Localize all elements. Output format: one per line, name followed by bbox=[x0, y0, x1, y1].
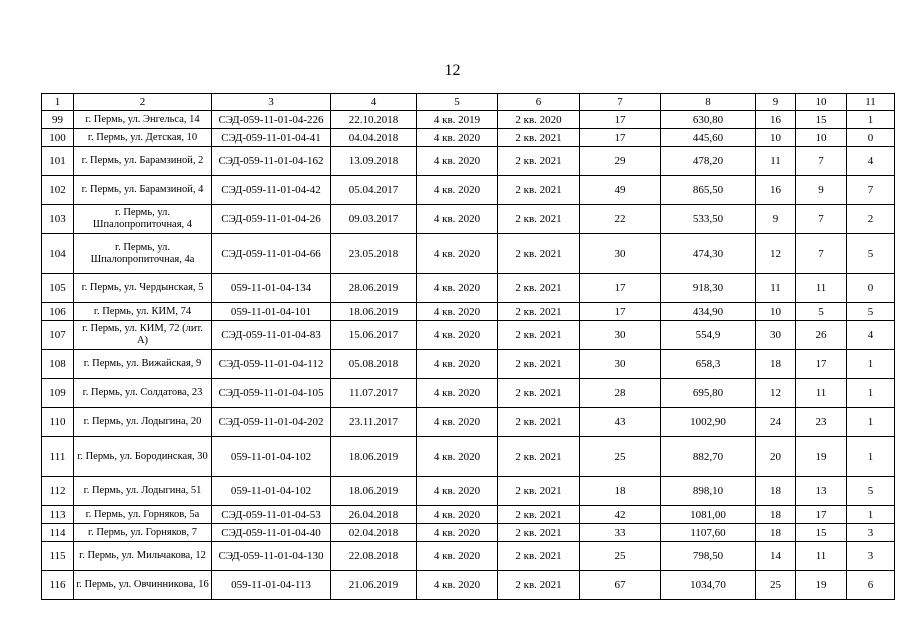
document-number-cell: 059-11-01-04-134 bbox=[212, 274, 331, 303]
table-row bbox=[42, 176, 895, 205]
column-header: 1 bbox=[42, 94, 74, 111]
table-row bbox=[42, 111, 895, 129]
row-number-cell: 108 bbox=[42, 350, 74, 379]
row-number-cell: 111 bbox=[42, 437, 74, 477]
document-number-cell: СЭД-059-11-01-04-41 bbox=[212, 129, 331, 147]
column-header: 9 bbox=[756, 94, 796, 111]
col9-cell: 24 bbox=[756, 408, 796, 437]
col9-cell: 30 bbox=[756, 321, 796, 350]
quarter-start-cell: 4 кв. 2020 bbox=[417, 542, 498, 571]
quarter-start-cell: 4 кв. 2020 bbox=[417, 129, 498, 147]
quarter-start-cell: 4 кв. 2020 bbox=[417, 274, 498, 303]
col10-cell: 11 bbox=[796, 274, 847, 303]
document-number-cell: СЭД-059-11-01-04-53 bbox=[212, 506, 331, 524]
col7-cell: 22 bbox=[580, 205, 661, 234]
quarter-start-cell: 4 кв. 2020 bbox=[417, 234, 498, 274]
col11-cell: 1 bbox=[847, 111, 895, 129]
address-cell: г. Пермь, ул. Чердынская, 5 bbox=[74, 274, 212, 303]
quarter-end-cell: 2 кв. 2021 bbox=[498, 477, 580, 506]
col10-cell: 7 bbox=[796, 205, 847, 234]
row-number-cell: 100 bbox=[42, 129, 74, 147]
document-date-cell: 28.06.2019 bbox=[331, 274, 417, 303]
quarter-end-cell: 2 кв. 2021 bbox=[498, 205, 580, 234]
area-cell: 474,30 bbox=[661, 234, 756, 274]
col10-cell: 11 bbox=[796, 379, 847, 408]
table-row bbox=[42, 437, 895, 477]
area-cell: 478,20 bbox=[661, 147, 756, 176]
table-row bbox=[42, 129, 895, 147]
address-cell: г. Пермь, ул. Шпалопропиточная, 4 bbox=[74, 205, 212, 234]
col7-cell: 18 bbox=[580, 477, 661, 506]
quarter-end-cell: 2 кв. 2021 bbox=[498, 176, 580, 205]
document-date-cell: 05.08.2018 bbox=[331, 350, 417, 379]
column-header: 8 bbox=[661, 94, 756, 111]
col11-cell: 5 bbox=[847, 303, 895, 321]
col11-cell: 2 bbox=[847, 205, 895, 234]
quarter-start-cell: 4 кв. 2020 bbox=[417, 205, 498, 234]
address-cell: г. Пермь, ул. Энгельса, 14 bbox=[74, 111, 212, 129]
col7-cell: 30 bbox=[580, 321, 661, 350]
col9-cell: 12 bbox=[756, 234, 796, 274]
document-number-cell: СЭД-059-11-01-04-42 bbox=[212, 176, 331, 205]
col10-cell: 10 bbox=[796, 129, 847, 147]
col10-cell: 17 bbox=[796, 506, 847, 524]
quarter-end-cell: 2 кв. 2021 bbox=[498, 571, 580, 600]
table-row bbox=[42, 379, 895, 408]
area-cell: 798,50 bbox=[661, 542, 756, 571]
col10-cell: 23 bbox=[796, 408, 847, 437]
quarter-start-cell: 4 кв. 2020 bbox=[417, 437, 498, 477]
document-date-cell: 15.06.2017 bbox=[331, 321, 417, 350]
col11-cell: 0 bbox=[847, 129, 895, 147]
address-cell: г. Пермь, ул. Барамзиной, 2 bbox=[74, 147, 212, 176]
address-cell: г. Пермь, ул. Овчинникова, 16 bbox=[74, 571, 212, 600]
table-row bbox=[42, 524, 895, 542]
table-row bbox=[42, 408, 895, 437]
quarter-end-cell: 2 кв. 2021 bbox=[498, 506, 580, 524]
table-row bbox=[42, 571, 895, 600]
document-number-cell: 059-11-01-04-113 bbox=[212, 571, 331, 600]
col10-cell: 7 bbox=[796, 234, 847, 274]
col11-cell: 4 bbox=[847, 147, 895, 176]
row-number-cell: 102 bbox=[42, 176, 74, 205]
col10-cell: 19 bbox=[796, 571, 847, 600]
quarter-end-cell: 2 кв. 2021 bbox=[498, 147, 580, 176]
col10-cell: 15 bbox=[796, 524, 847, 542]
col7-cell: 43 bbox=[580, 408, 661, 437]
address-cell: г. Пермь, ул. Горняков, 7 bbox=[74, 524, 212, 542]
col9-cell: 16 bbox=[756, 111, 796, 129]
quarter-end-cell: 2 кв. 2021 bbox=[498, 129, 580, 147]
col11-cell: 3 bbox=[847, 524, 895, 542]
table-body bbox=[42, 111, 895, 600]
col10-cell: 26 bbox=[796, 321, 847, 350]
document-number-cell: 059-11-01-04-102 bbox=[212, 477, 331, 506]
document-date-cell: 04.04.2018 bbox=[331, 129, 417, 147]
col9-cell: 18 bbox=[756, 350, 796, 379]
document-date-cell: 23.05.2018 bbox=[331, 234, 417, 274]
col9-cell: 16 bbox=[756, 176, 796, 205]
col9-cell: 25 bbox=[756, 571, 796, 600]
document-number-cell: СЭД-059-11-01-04-130 bbox=[212, 542, 331, 571]
col7-cell: 30 bbox=[580, 234, 661, 274]
quarter-end-cell: 2 кв. 2021 bbox=[498, 350, 580, 379]
col11-cell: 4 bbox=[847, 321, 895, 350]
col10-cell: 19 bbox=[796, 437, 847, 477]
address-cell: г. Пермь, ул. Лодыгина, 20 bbox=[74, 408, 212, 437]
row-number-cell: 107 bbox=[42, 321, 74, 350]
address-cell: г. Пермь, ул. Вижайская, 9 bbox=[74, 350, 212, 379]
col9-cell: 14 bbox=[756, 542, 796, 571]
address-cell: г. Пермь, ул. Бородинская, 30 bbox=[74, 437, 212, 477]
address-cell: г. Пермь, ул. Шпалопропиточная, 4а bbox=[74, 234, 212, 274]
document-number-cell: СЭД-059-11-01-04-226 bbox=[212, 111, 331, 129]
row-number-cell: 109 bbox=[42, 379, 74, 408]
header-row bbox=[42, 94, 895, 111]
col7-cell: 28 bbox=[580, 379, 661, 408]
row-number-cell: 104 bbox=[42, 234, 74, 274]
row-number-cell: 105 bbox=[42, 274, 74, 303]
document-number-cell: СЭД-059-11-01-04-40 bbox=[212, 524, 331, 542]
quarter-start-cell: 4 кв. 2020 bbox=[417, 379, 498, 408]
area-cell: 695,80 bbox=[661, 379, 756, 408]
table-row bbox=[42, 234, 895, 274]
col11-cell: 1 bbox=[847, 350, 895, 379]
quarter-end-cell: 2 кв. 2021 bbox=[498, 524, 580, 542]
col10-cell: 17 bbox=[796, 350, 847, 379]
document-date-cell: 11.07.2017 bbox=[331, 379, 417, 408]
document-date-cell: 18.06.2019 bbox=[331, 477, 417, 506]
column-header: 11 bbox=[847, 94, 895, 111]
col11-cell: 3 bbox=[847, 542, 895, 571]
row-number-cell: 103 bbox=[42, 205, 74, 234]
area-cell: 1002,90 bbox=[661, 408, 756, 437]
area-cell: 898,10 bbox=[661, 477, 756, 506]
quarter-end-cell: 2 кв. 2021 bbox=[498, 379, 580, 408]
quarter-start-cell: 4 кв. 2020 bbox=[417, 477, 498, 506]
address-cell: г. Пермь, ул. Горняков, 5а bbox=[74, 506, 212, 524]
address-cell: г. Пермь, ул. КИМ, 72 (лит. А) bbox=[74, 321, 212, 350]
document-number-cell: 059-11-01-04-101 bbox=[212, 303, 331, 321]
col11-cell: 1 bbox=[847, 437, 895, 477]
address-cell: г. Пермь, ул. КИМ, 74 bbox=[74, 303, 212, 321]
col7-cell: 42 bbox=[580, 506, 661, 524]
col7-cell: 17 bbox=[580, 111, 661, 129]
address-cell: г. Пермь, ул. Лодыгина, 51 bbox=[74, 477, 212, 506]
col9-cell: 18 bbox=[756, 524, 796, 542]
document-number-cell: СЭД-059-11-01-04-83 bbox=[212, 321, 331, 350]
row-number-cell: 99 bbox=[42, 111, 74, 129]
col9-cell: 10 bbox=[756, 129, 796, 147]
col11-cell: 5 bbox=[847, 477, 895, 506]
quarter-start-cell: 4 кв. 2020 bbox=[417, 408, 498, 437]
col10-cell: 15 bbox=[796, 111, 847, 129]
area-cell: 1081,00 bbox=[661, 506, 756, 524]
table-row bbox=[42, 506, 895, 524]
quarter-end-cell: 2 кв. 2021 bbox=[498, 321, 580, 350]
document-date-cell: 23.11.2017 bbox=[331, 408, 417, 437]
quarter-end-cell: 2 кв. 2021 bbox=[498, 437, 580, 477]
col9-cell: 11 bbox=[756, 147, 796, 176]
area-cell: 658,3 bbox=[661, 350, 756, 379]
col7-cell: 29 bbox=[580, 147, 661, 176]
col11-cell: 7 bbox=[847, 176, 895, 205]
column-header: 10 bbox=[796, 94, 847, 111]
page-number: 12 bbox=[444, 62, 461, 79]
area-cell: 445,60 bbox=[661, 129, 756, 147]
quarter-start-cell: 4 кв. 2020 bbox=[417, 524, 498, 542]
column-header: 6 bbox=[498, 94, 580, 111]
col11-cell: 6 bbox=[847, 571, 895, 600]
document-date-cell: 18.06.2019 bbox=[331, 303, 417, 321]
column-header: 7 bbox=[580, 94, 661, 111]
row-number-cell: 101 bbox=[42, 147, 74, 176]
quarter-start-cell: 4 кв. 2020 bbox=[417, 176, 498, 205]
column-header: 2 bbox=[74, 94, 212, 111]
column-header: 5 bbox=[417, 94, 498, 111]
quarter-end-cell: 2 кв. 2021 bbox=[498, 542, 580, 571]
col10-cell: 13 bbox=[796, 477, 847, 506]
area-cell: 554,9 bbox=[661, 321, 756, 350]
col10-cell: 5 bbox=[796, 303, 847, 321]
area-cell: 1034,70 bbox=[661, 571, 756, 600]
col9-cell: 12 bbox=[756, 379, 796, 408]
col9-cell: 18 bbox=[756, 477, 796, 506]
col7-cell: 33 bbox=[580, 524, 661, 542]
quarter-start-cell: 4 кв. 2020 bbox=[417, 571, 498, 600]
table-row bbox=[42, 147, 895, 176]
col9-cell: 11 bbox=[756, 274, 796, 303]
address-cell: г. Пермь, ул. Детская, 10 bbox=[74, 129, 212, 147]
col11-cell: 1 bbox=[847, 506, 895, 524]
table-row bbox=[42, 303, 895, 321]
document-number-cell: СЭД-059-11-01-04-26 bbox=[212, 205, 331, 234]
document-number-cell: СЭД-059-11-01-04-105 bbox=[212, 379, 331, 408]
col9-cell: 20 bbox=[756, 437, 796, 477]
col9-cell: 10 bbox=[756, 303, 796, 321]
document-date-cell: 09.03.2017 bbox=[331, 205, 417, 234]
document-date-cell: 26.04.2018 bbox=[331, 506, 417, 524]
quarter-start-cell: 4 кв. 2020 bbox=[417, 303, 498, 321]
col7-cell: 67 bbox=[580, 571, 661, 600]
area-cell: 630,80 bbox=[661, 111, 756, 129]
row-number-cell: 106 bbox=[42, 303, 74, 321]
area-cell: 1107,60 bbox=[661, 524, 756, 542]
col11-cell: 1 bbox=[847, 408, 895, 437]
column-header: 3 bbox=[212, 94, 331, 111]
row-number-cell: 116 bbox=[42, 571, 74, 600]
address-cell: г. Пермь, ул. Барамзиной, 4 bbox=[74, 176, 212, 205]
col9-cell: 18 bbox=[756, 506, 796, 524]
col9-cell: 9 bbox=[756, 205, 796, 234]
quarter-start-cell: 4 кв. 2020 bbox=[417, 147, 498, 176]
column-header: 4 bbox=[331, 94, 417, 111]
table-row bbox=[42, 321, 895, 350]
table-row bbox=[42, 274, 895, 303]
quarter-start-cell: 4 кв. 2019 bbox=[417, 111, 498, 129]
quarter-end-cell: 2 кв. 2020 bbox=[498, 111, 580, 129]
quarter-end-cell: 2 кв. 2021 bbox=[498, 408, 580, 437]
col7-cell: 30 bbox=[580, 350, 661, 379]
row-number-cell: 113 bbox=[42, 506, 74, 524]
document-number-cell: СЭД-059-11-01-04-162 bbox=[212, 147, 331, 176]
document-date-cell: 02.04.2018 bbox=[331, 524, 417, 542]
document-date-cell: 18.06.2019 bbox=[331, 437, 417, 477]
table-row bbox=[42, 205, 895, 234]
col7-cell: 17 bbox=[580, 274, 661, 303]
row-number-cell: 110 bbox=[42, 408, 74, 437]
document-date-cell: 21.06.2019 bbox=[331, 571, 417, 600]
housing-registry-table bbox=[41, 93, 895, 600]
quarter-start-cell: 4 кв. 2020 bbox=[417, 321, 498, 350]
col11-cell: 1 bbox=[847, 379, 895, 408]
area-cell: 434,90 bbox=[661, 303, 756, 321]
col7-cell: 25 bbox=[580, 437, 661, 477]
document-date-cell: 22.08.2018 bbox=[331, 542, 417, 571]
document-number-cell: СЭД-059-11-01-04-66 bbox=[212, 234, 331, 274]
col11-cell: 0 bbox=[847, 274, 895, 303]
document-date-cell: 13.09.2018 bbox=[331, 147, 417, 176]
address-cell: г. Пермь, ул. Солдатова, 23 bbox=[74, 379, 212, 408]
col7-cell: 17 bbox=[580, 303, 661, 321]
col11-cell: 5 bbox=[847, 234, 895, 274]
col7-cell: 49 bbox=[580, 176, 661, 205]
quarter-start-cell: 4 кв. 2020 bbox=[417, 350, 498, 379]
document-number-cell: 059-11-01-04-102 bbox=[212, 437, 331, 477]
area-cell: 533,50 bbox=[661, 205, 756, 234]
document-date-cell: 05.04.2017 bbox=[331, 176, 417, 205]
quarter-end-cell: 2 кв. 2021 bbox=[498, 274, 580, 303]
col10-cell: 9 bbox=[796, 176, 847, 205]
table-row bbox=[42, 542, 895, 571]
document-number-cell: СЭД-059-11-01-04-112 bbox=[212, 350, 331, 379]
table-row bbox=[42, 477, 895, 506]
area-cell: 918,30 bbox=[661, 274, 756, 303]
col10-cell: 11 bbox=[796, 542, 847, 571]
area-cell: 882,70 bbox=[661, 437, 756, 477]
row-number-cell: 114 bbox=[42, 524, 74, 542]
row-number-cell: 112 bbox=[42, 477, 74, 506]
table-row bbox=[42, 350, 895, 379]
document-date-cell: 22.10.2018 bbox=[331, 111, 417, 129]
quarter-end-cell: 2 кв. 2021 bbox=[498, 234, 580, 274]
col7-cell: 25 bbox=[580, 542, 661, 571]
row-number-cell: 115 bbox=[42, 542, 74, 571]
col10-cell: 7 bbox=[796, 147, 847, 176]
quarter-end-cell: 2 кв. 2021 bbox=[498, 303, 580, 321]
area-cell: 865,50 bbox=[661, 176, 756, 205]
address-cell: г. Пермь, ул. Мильчакова, 12 bbox=[74, 542, 212, 571]
document-number-cell: СЭД-059-11-01-04-202 bbox=[212, 408, 331, 437]
col7-cell: 17 bbox=[580, 129, 661, 147]
quarter-start-cell: 4 кв. 2020 bbox=[417, 506, 498, 524]
